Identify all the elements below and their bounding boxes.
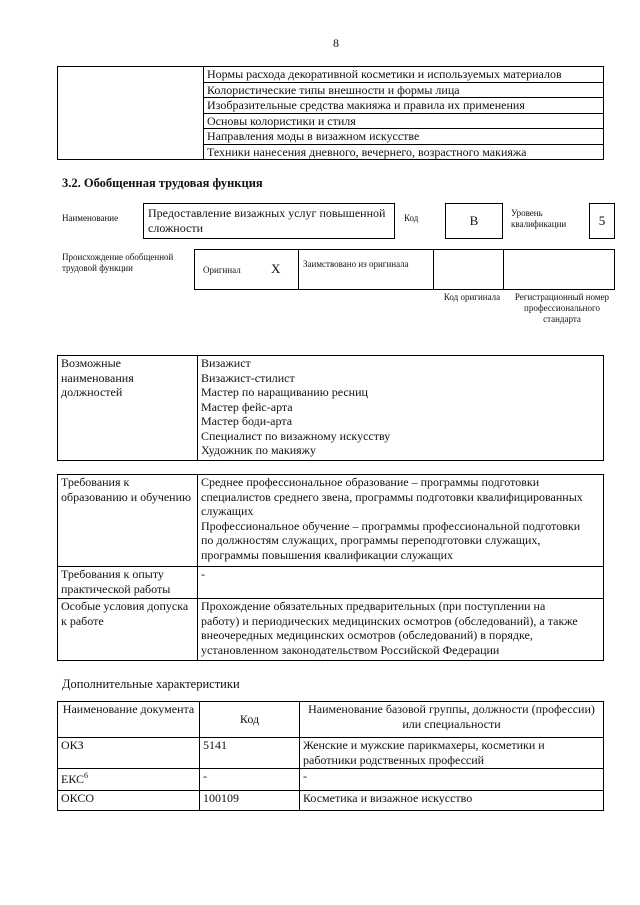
knowledge-item: Нормы расхода декоративной косметики и используемых материалов: [204, 67, 604, 83]
requirement-line: работу) и периодических медицинских осмотров (обследований), а также: [201, 613, 578, 628]
positions-table: [57, 355, 604, 461]
requirement-value: [198, 475, 604, 567]
requirement-value: [198, 567, 604, 599]
code-original-caption: Код оригинала: [443, 292, 501, 302]
level-label: Уровень квалификации: [511, 208, 567, 229]
row-document: ОКСО: [58, 791, 200, 811]
requirement-line: -: [201, 567, 205, 581]
function-name-box: Предоставление визажных услуг повышенной сложности: [143, 203, 395, 239]
borrowed-label: Заимствовано из оригинала: [303, 259, 409, 269]
additional-table: [57, 701, 604, 811]
additional-title: Дополнительные характеристики: [62, 677, 240, 691]
code-label: Код: [404, 213, 419, 223]
row-name: Женские и мужские парикмахеры, косметики и работники родственных профессий: [300, 738, 604, 769]
position-item: Мастер фейс-арта: [201, 399, 293, 414]
position-item: Специалист по визажному искусству: [201, 428, 391, 443]
position-item: Визажист: [201, 356, 251, 370]
position-item: Мастер по наращиванию ресниц: [201, 385, 368, 399]
function-code-box: B: [445, 203, 503, 239]
requirement-line: служащих: [201, 504, 254, 518]
requirement-label: Особые условия допуска к работе: [58, 599, 198, 661]
qualification-level-box: 5: [589, 203, 615, 239]
knowledge-item: Изобразительные средства макияжа и правила их применения: [204, 98, 604, 114]
knowledge-item: Колористические типы внешности и формы лица: [204, 82, 604, 98]
knowledge-item: Направления моды в визажном искусстве: [204, 129, 604, 145]
header-code: Код: [200, 702, 300, 738]
positions-cell: [198, 356, 604, 461]
requirement-line: установленном законодательством Российской Федерации: [201, 642, 500, 657]
row-name: Косметика и визажное искусство: [300, 791, 604, 811]
requirement-line: специалистов среднего звена, программы подготовки квалифицированных: [201, 489, 583, 504]
position-item: Визажист-стилист: [201, 370, 295, 385]
row-name: -: [300, 769, 604, 791]
requirement-label: Требования к опыту практической работы: [58, 567, 198, 599]
positions-label: Возможные наименования должностей: [58, 356, 198, 461]
origin-box: [194, 249, 615, 290]
requirement-line: Профессиональное обучение – программы профессиональной подготовки: [201, 518, 581, 533]
row-code: 100109: [200, 791, 300, 811]
row-document: ЕКС$^6$: [58, 769, 200, 791]
divider: [433, 249, 434, 290]
row-document: ОКЗ: [58, 738, 200, 769]
registration-number-caption: Регистрационный номер профессионального стандарта: [514, 292, 610, 324]
divider: [298, 249, 299, 290]
page-number: 8: [333, 36, 339, 50]
original-mark: X: [271, 261, 281, 276]
position-item: Мастер боди-арта: [201, 414, 293, 428]
empty-label-cell: [58, 67, 204, 160]
row-code: 5141: [200, 738, 300, 769]
footnote-sup: 6: [84, 771, 89, 780]
requirement-line: программы повышения квалификации служащих: [201, 547, 454, 562]
header-document: Наименование документа: [58, 702, 200, 738]
requirement-value: [198, 599, 604, 661]
header-name: Наименование базовой группы, должности (профессии) или специальности: [300, 702, 604, 738]
original-label: Оригинал: [203, 265, 241, 275]
section-title: 3.2. Обобщенная трудовая функция: [62, 176, 263, 190]
knowledge-item: Техники нанесения дневного, вечернего, возрастного макияжа: [204, 144, 604, 160]
divider: [503, 249, 504, 290]
origin-label: Происхождение обобщенной трудовой функции: [62, 252, 174, 273]
requirement-line: Среднее профессиональное образование – программы подготовки: [201, 475, 540, 489]
knowledge-item: Основы колористики и стиля: [204, 113, 604, 129]
position-item: Художник по макияжу: [201, 443, 316, 457]
name-label: Наименование: [62, 213, 119, 223]
knowledge-list-table: [57, 66, 604, 160]
requirement-line: по должностям служащих, программы переподготовки служащих,: [201, 533, 541, 547]
requirement-label: Требования к образованию и обучению: [58, 475, 198, 567]
requirement-line: Прохождение обязательных предварительных (при поступлении на: [201, 599, 546, 613]
requirements-table: [57, 474, 604, 661]
requirement-line: внеочередных медицинских осмотров (обследований) в порядке,: [201, 628, 533, 642]
row-code: -: [200, 769, 300, 791]
